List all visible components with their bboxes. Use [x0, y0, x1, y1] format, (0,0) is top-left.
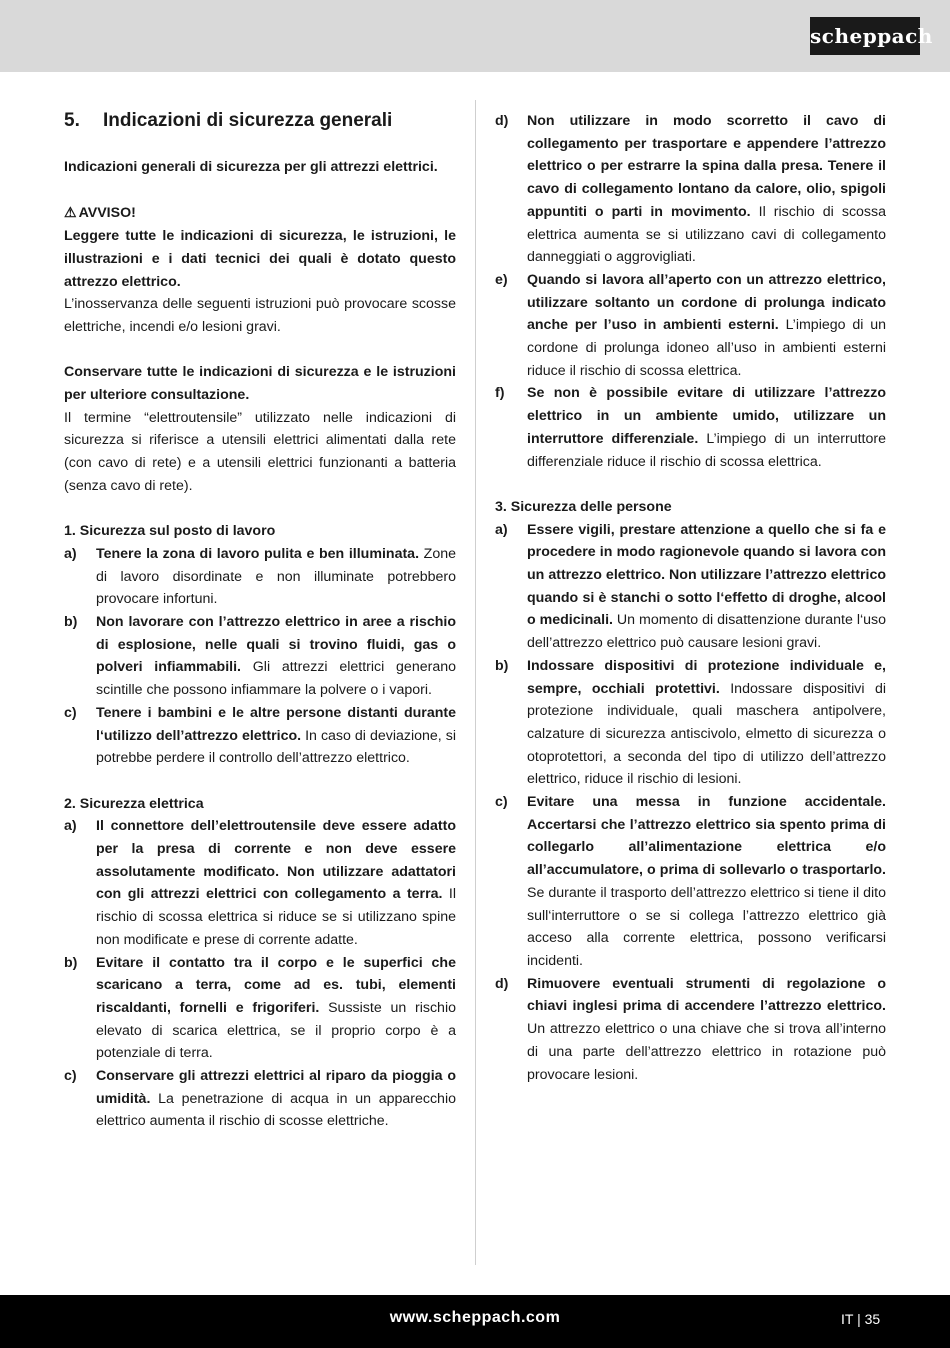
keep-instructions-text: Il termine “elettroutensile” utilizzato nelle indicazioni di sicurezza si riferisce a utensili elettrici alimentati dalla rete (con cavo di rete) e a utensili elettrici funzionanti a batteria (senza cavo di rete). [64, 409, 456, 494]
item-label: c) [495, 794, 508, 811]
item-text: Se durante il trasporto dell’attrezzo elettrico si tiene il dito sull‘interruttore o se si collega l’attrezzo elettrico già acceso alla corrente elettrica, possono verificarsi incidenti. [527, 884, 886, 969]
item-label: b) [64, 614, 78, 631]
list-item [495, 655, 886, 791]
item-label: c) [64, 1068, 77, 1085]
section-title: Indicazioni di sicurezza generali [103, 110, 393, 131]
list-item [495, 110, 886, 269]
list-item [495, 269, 886, 383]
brand-logo: scheppach [810, 17, 920, 55]
column-divider [475, 100, 476, 1265]
item-text: Il rischio di scossa elettrica si riduce se si utilizzano spine non modificate e prese di corrente adatte. [96, 886, 456, 948]
item-label: c) [64, 704, 77, 721]
item-label: b) [495, 657, 509, 674]
list-item [64, 702, 456, 770]
list-personal-safety [495, 519, 886, 1087]
keep-instructions-bold: Conservare tutte le indicazioni di sicurezza e le istruzioni per ulteriore consultazione. [64, 364, 456, 403]
list-item [495, 519, 886, 655]
warning-label [64, 201, 456, 225]
item-bold: Indossare dispositivi di protezione individuale e, sempre, occhiali protettivi. [527, 657, 886, 697]
list-item [64, 543, 456, 611]
item-text: Indossare dispositivi di protezione individuale, quali maschera antipolvere, calzature di sicurezza antiscivolo, elmetto di sicurezza o otoprotettori, a seconda del tipo di utilizzo dell’attrezzo elettrico, riduce il rischio di lesioni. [527, 680, 886, 788]
section-number: 5. [64, 110, 80, 131]
item-label: a) [495, 521, 508, 538]
item-label: a) [64, 818, 77, 835]
item-text: La penetrazione di acqua in un apparecchio elettrico aumenta il rischio di scosse elettriche. [96, 1090, 456, 1130]
item-bold: Non utilizzare in modo scorretto il cavo di collegamento per trasportare e appendere l’attrezzo elettrico o per estrarre la spina dalla presa. Tenere il cavo di collegamento lontano da calore, olio, spigoli appuntiti o parti in movimento. [527, 113, 886, 220]
item-bold: Evitare una messa in funzione accidentale. Accertarsi che l’attrezzo elettrico sia spento prima di collegarlo all’alimentazione elettrica e/o all’accumulatore, o prima di sollevarlo o trasportarlo. [527, 794, 886, 879]
page-header [0, 0, 950, 72]
left-column [64, 108, 456, 1133]
item-label: b) [64, 954, 78, 971]
item-bold: Evitare il contatto tra il corpo e le superfici che scaricano a terra, come ad es. tubi, elementi riscaldanti, fornelli e frigoriferi. [96, 954, 456, 1016]
list-electrical-safety [64, 815, 456, 1133]
page-footer [0, 1295, 950, 1348]
item-bold: Non lavorare con l’attrezzo elettrico in aree a rischio di esplosione, nelle quali si trovino fluidi, gas o polveri infiammabili. [96, 614, 456, 676]
list-item [64, 815, 456, 951]
warning-text: L’inosservanza delle seguenti istruzioni può provocare scosse elettriche, incendi e/o lesioni gravi. [64, 296, 456, 335]
item-bold: Il connettore dell’elettroutensile deve essere adatto per la presa di corrente e non deve essere assolutamente modificato. Non utilizzare adattatori con gli attrezzi elettrici con collegamento a terra. [96, 818, 456, 903]
item-bold: Essere vigili, prestare attenzione a quello che si fa e procedere in modo ragionevole quando si lavora con un attrezzo elettrico. Non utilizzare l’attrezzo elettrico quando si è stanchi o sotto l‘effetto di droghe, alcool o medicinali. [527, 521, 886, 629]
warning-triangle-icon: ⚠ [64, 204, 77, 221]
item-text: L’impiego di un cordone di prolunga idoneo all’uso in ambienti esterni riduce il rischio di scossa elettrica. [527, 317, 887, 379]
item-bold: Se non è possibile evitare di utilizzare l’attrezzo elettrico in un ambiente umido, utilizzare un interruttore differenziale. [527, 385, 886, 447]
item-label: e) [495, 271, 508, 288]
right-column [495, 110, 886, 1086]
list-item [495, 791, 886, 973]
list-item [64, 952, 456, 1066]
website-link[interactable]: www.scheppach.com [389, 1309, 561, 1326]
item-text: L’impiego di un interruttore differenziale riduce il rischio di scossa elettrica. [527, 430, 886, 470]
item-text: Un attrezzo elettrico o una chiave che si trova all’interno di una parte dell’attrezzo elettrico in rotazione può provocare lesioni. [527, 1021, 886, 1083]
list-item [495, 382, 886, 473]
intro-text: Indicazioni generali di sicurezza per gli attrezzi elettrici. [64, 159, 438, 175]
item-text: Gli attrezzi elettrici generano scintille che possono infiammare la polvere o i vapori. [96, 659, 456, 699]
list-workplace-safety [64, 543, 456, 770]
list-item [495, 973, 886, 1087]
item-text: Il rischio di scossa elettrica aumenta se si utilizzano cavi di collegamento danneggiati o aggrovigliati. [527, 203, 887, 266]
list-electrical-safety-continued [495, 110, 886, 473]
item-label: f) [495, 385, 505, 402]
item-text: Un momento di disattenzione durante l‘uso dell’attrezzo elettrico può causare lesioni gravi. [527, 612, 887, 652]
subsection-title: 1. Sicurezza sul posto di lavoro [64, 523, 276, 540]
item-text: In caso di deviazione, si potrebbe perdere il controllo dell’attrezzo elettrico. [96, 727, 456, 767]
subsection-title: 2. Sicurezza elettrica [64, 795, 204, 812]
section-heading [64, 108, 456, 134]
item-text: Zone di lavoro disordinate e non illuminate potrebbero provocare infortuni. [96, 545, 456, 608]
item-label: a) [64, 545, 77, 562]
item-label: d) [495, 975, 509, 992]
item-bold: Rimuovere eventuali strumenti di regolazione o chiavi inglesi prima di accendere l’attrezzo elettrico. [527, 975, 886, 1015]
item-text: Sussiste un rischio elevato di scarica elettrica, se il proprio corpo è a potenziale di terra. [96, 999, 456, 1062]
item-label: d) [495, 113, 509, 129]
item-bold: Tenere la zona di lavoro pulita e ben illuminata. [96, 545, 420, 562]
item-bold: Conservare gli attrezzi elettrici al riparo da pioggia o umidità. [96, 1068, 456, 1107]
list-item [64, 1065, 456, 1133]
page-number: IT | 35 [841, 1311, 881, 1327]
list-item [64, 611, 456, 702]
warning-bold-text: Leggere tutte le indicazioni di sicurezza, le istruzioni, le illustrazioni e i dati tecnici dei quali è dotato questo attrezzo elettrico. [64, 228, 456, 290]
item-bold: Quando si lavora all’aperto con un attrezzo elettrico, utilizzare soltanto un cordone di prolunga indicato anche per l’uso in ambienti esterni. [527, 271, 886, 334]
item-bold: Tenere i bambini e le altre persone distanti durante l‘utilizzo dell’attrezzo elettrico. [96, 704, 456, 744]
subsection-title: 3. Sicurezza delle persone [495, 498, 672, 515]
warning-label-text: AVVISO! [78, 205, 136, 222]
